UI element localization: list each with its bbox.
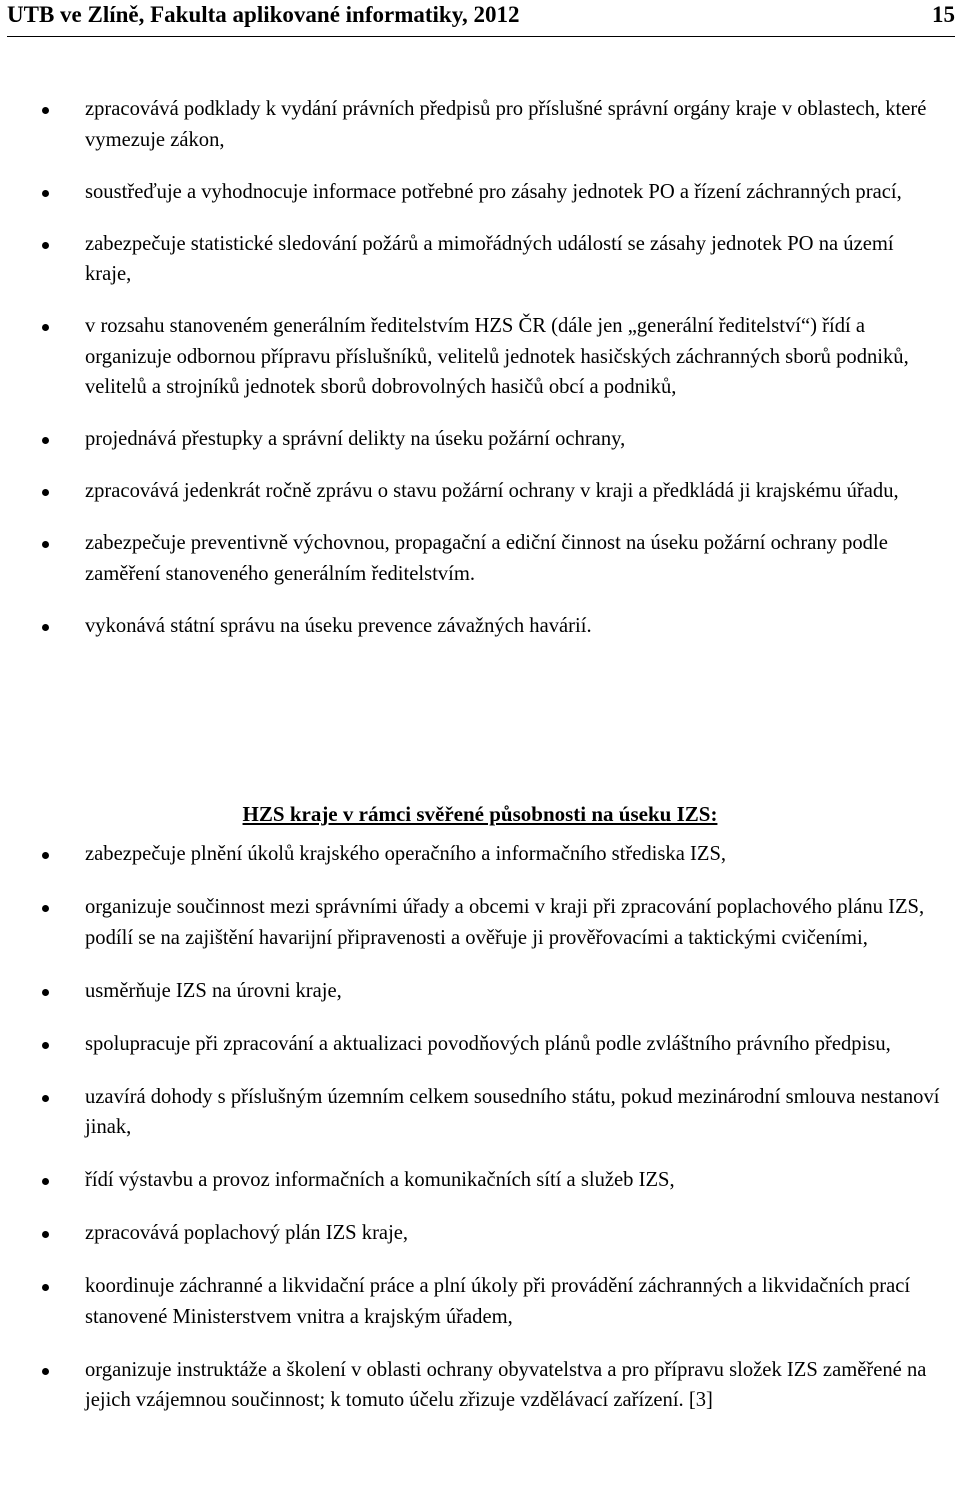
section-heading: HZS kraje v rámci svěřené působnosti na úseku IZS: [242, 802, 718, 826]
list-item [0, 528, 960, 589]
izs-duties-list [0, 839, 960, 1438]
page-header [7, 0, 955, 37]
list-item [0, 1029, 960, 1060]
list-item-text: zpracovává jedenkrát ročně zprávu o stavu požární ochrany v kraji a předkládá ji krajskému úřadu, [85, 480, 899, 502]
list-item-text: projednává přestupky a správní delikty na úseku požární ochrany, [85, 428, 626, 450]
bullet-icon [42, 624, 49, 631]
bullet-icon [42, 437, 49, 444]
list-item [0, 311, 960, 403]
list-item [0, 1082, 960, 1143]
list-item [0, 177, 960, 208]
bullet-icon [42, 1095, 49, 1102]
bullet-icon [42, 190, 49, 197]
list-item-text: organizuje instruktáže a školení v oblasti ochrany obyvatelstva a pro přípravu složek IZS zaměřené na jejich vzájemnou součinnost; k tomuto účelu zřizuje vzdělávací zařízení. [3] [85, 1358, 927, 1411]
list-item-text: v rozsahu stanoveném generálním ředitelstvím HZS ČR (dále jen „generální ředitelství“) řídí a organizuje odbornou přípravu příslušníků, velitelů jednotek hasičských záchranných sborů podniků, velitelů a strojníků jednotek sborů dobrovolných hasičů obcí a podniků, [85, 315, 909, 398]
list-item [0, 424, 960, 455]
list-item [0, 94, 960, 155]
po-duties-list [0, 94, 960, 663]
bullet-icon [42, 489, 49, 496]
list-item [0, 1218, 960, 1249]
bullet-icon [42, 541, 49, 548]
bullet-icon [42, 905, 49, 912]
list-item-text: usměrňuje IZS na úrovni kraje, [85, 979, 342, 1002]
list-item-text: uzavírá dohody s příslušným územním celkem sousedního státu, pokud mezinárodní smlouva nestanoví jinak, [85, 1085, 940, 1138]
list-item [0, 839, 960, 870]
list-item-text: zabezpečuje preventivně výchovnou, propagační a ediční činnost na úseku požární ochrany podle zaměření stanoveného generálním ředitelstvím. [85, 532, 888, 585]
list-item-text: soustřeďuje a vyhodnocuje informace potřebné pro zásahy jednotek PO a řízení záchranných prací, [85, 180, 902, 203]
bullet-icon [42, 1368, 49, 1375]
list-item-text: organizuje součinnost mezi správními úřady a obcemi v kraji při zpracování poplachového plánu IZS, podílí se na zajištění havarijní připravenosti a ověřuje ji prověřovacími a taktickými cvičeními, [85, 896, 925, 949]
list-item-text: zabezpečuje plnění úkolů krajského operačního a informačního střediska IZS, [85, 843, 727, 865]
list-item-text: zpracovává podklady k vydání právních předpisů pro příslušné správní orgány kraje v oblastech, které vymezuje zákon, [85, 98, 927, 151]
list-item-text: řídí výstavbu a provoz informačních a komunikačních sítí a služeb IZS, [85, 1169, 675, 1191]
bullet-icon [42, 1042, 49, 1049]
list-item-text: zpracovává poplachový plán IZS kraje, [85, 1222, 409, 1244]
list-item [0, 892, 960, 953]
bullet-icon [42, 1178, 49, 1185]
list-item-text: spolupracuje při zpracování a aktualizaci povodňových plánů podle zvláštního právního předpisu, [85, 1032, 891, 1055]
bullet-icon [42, 852, 49, 859]
list-item-text: vykonává státní správu na úseku prevence závažných havárií. [85, 614, 592, 637]
list-item [0, 976, 960, 1007]
bullet-icon [42, 107, 49, 114]
header-title: UTB ve Zlíně, Fakulta aplikované informatiky, 2012 [7, 2, 520, 27]
list-item [0, 1165, 960, 1196]
bullet-icon [42, 242, 49, 249]
list-item [0, 476, 960, 507]
list-item [0, 611, 960, 642]
bullet-icon [42, 324, 49, 331]
bullet-icon [42, 1231, 49, 1238]
list-item [0, 229, 960, 290]
list-item-text: zabezpečuje statistické sledování požárů a mimořádných událostí se zásahy jednotek PO na území kraje, [85, 232, 894, 285]
list-item-text: koordinuje záchranné a likvidační práce a plní úkoly při provádění záchranných a likvidačních prací stanovené Ministerstvem vnitra a krajským úřadem, [85, 1275, 911, 1328]
list-item [0, 1355, 960, 1416]
bullet-icon [42, 989, 49, 996]
bullet-icon [42, 1284, 49, 1291]
page-number: 15 [932, 2, 955, 27]
list-item [0, 1271, 960, 1332]
